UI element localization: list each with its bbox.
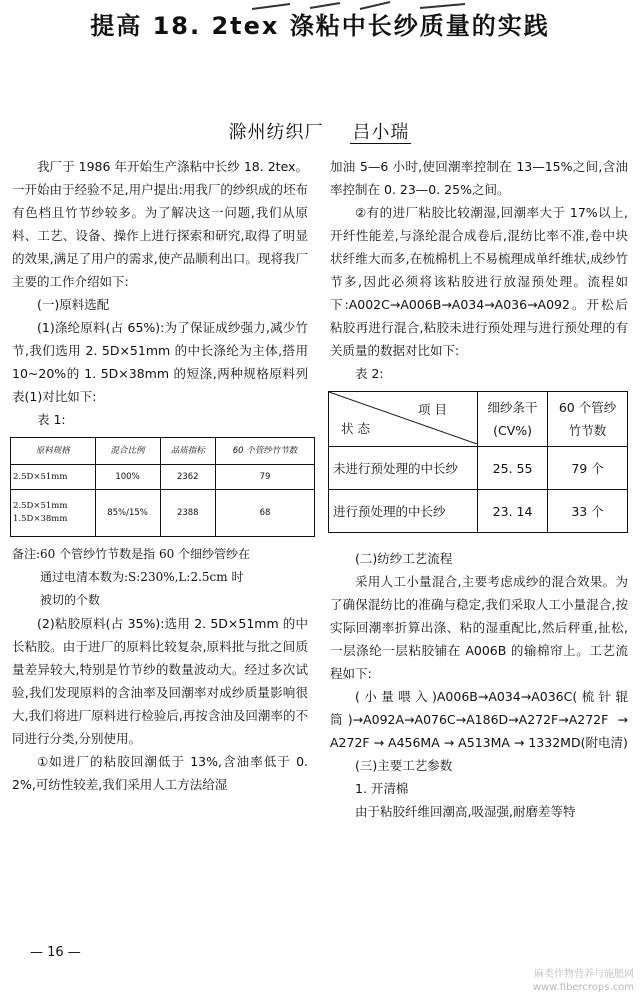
byline-org: 滁州纺织厂	[228, 122, 324, 143]
table-1	[10, 437, 315, 537]
table2-cell-cv: 25. 55	[478, 447, 548, 490]
table1-cell-slubs: 68	[216, 490, 315, 537]
watermark	[533, 968, 634, 994]
table-row	[11, 465, 315, 490]
header-line: (CV%)	[493, 423, 533, 438]
watermark-cn: 麻类作物营养与施肥网	[534, 969, 634, 980]
continued-paragraph: 加油 5—6 小时,使回潮率控制在 13—15%之间,含油率控制在 0. 23—0. 25%之间。	[330, 159, 628, 197]
left-column	[12, 155, 308, 796]
table-row	[11, 490, 315, 537]
table1-header-spec: 原料规格	[11, 438, 96, 465]
table1-cell-spec: 2.5D×51mm	[11, 465, 96, 490]
table2-header-item: 项 目	[418, 402, 447, 417]
header-line: 60 个管纱	[558, 400, 617, 415]
table1-header-ratio: 混合比例	[95, 438, 160, 465]
intro-paragraph: 我厂于 1986 年开始生产涤粘中长纱 18. 2tex。一开始由于经验不足,用户提出:用我厂的纱织成的坯布有色档且竹节纱较多。为了解决这一问题,我们从原料、工艺、设备、操作上进行探索和研究,取得了明显的效果,满足了用户的需求,使产品顺利出口。现将我厂主要的工作介绍如下:	[12, 159, 308, 289]
table1-cell-ratio: 100%	[95, 465, 160, 490]
watermark-url: www.fibercrops.com	[532, 982, 634, 993]
table2-header-slubs	[548, 392, 628, 447]
table2-header-state: 状 态	[341, 421, 370, 436]
page-number: — 16 —	[30, 945, 81, 960]
item1-paragraph: ①如进厂的粘胶回潮低于 13%,含油率低于 0. 2%,可纺性较差,我们采用人工方法给湿	[12, 754, 308, 792]
table2-cell-cv: 23. 14	[478, 490, 548, 533]
note-line: 通过电清本数为:S:230%,L:2.5cm 时	[40, 570, 244, 584]
table1-spec-b: 1.5D×38mm	[13, 514, 68, 524]
table1-cell-slubs: 79	[216, 465, 315, 490]
table2-cell-slubs: 79 个	[548, 447, 628, 490]
table1-cell-spec	[11, 490, 96, 537]
table1-cell-quality: 2388	[160, 490, 216, 537]
subsection-opening: 1. 开清棉	[355, 781, 409, 796]
item2-paragraph: ②有的进厂粘胶比较潮湿,回潮率大于 17%以上,开纤性能差,与涤纶混合成卷后,混纺比率不准,卷中块状纤维大而多,在梳棉机上不易梳理成单纤维状,成纱竹节多,因此必须将该粘胶进行放湿预处理。流程如下:A002C→A006B→A034→A036→A092。开松后粘胶再进行混合,粘胶未进行预处理与进行预处理的有关质量的数据对比如下:	[330, 205, 628, 358]
note-line: 备注:60 个管纱竹节数是指 60 个细纱管纱在	[12, 547, 251, 561]
table2-diagonal-header	[329, 392, 478, 447]
table1-note	[12, 543, 308, 612]
table1-cell-ratio: 85%/15%	[95, 490, 160, 537]
table-2	[328, 391, 628, 533]
table1-header-slubs: 60 个管纱竹节数	[216, 438, 315, 465]
table1-label: 表 1:	[37, 412, 66, 427]
note-line: 被切的个数	[40, 593, 101, 607]
table2-cell-label: 进行预处理的中长纱	[329, 490, 478, 533]
table2-cell-slubs: 33 个	[548, 490, 628, 533]
table1-header-quality: 品质指标	[160, 438, 216, 465]
table-row	[329, 490, 628, 533]
header-line: 竹节数	[568, 423, 607, 438]
section-heading-process: (二)纺纱工艺流程	[355, 551, 453, 566]
section-heading-params: (三)主要工艺参数	[355, 758, 453, 773]
viscose-paragraph: (2)粘胶原料(占 35%):选用 2. 5D×51mm 的中长粘胶。由于进厂的原料比较复杂,原料批与批之间质量差异较大,特别是竹节纱的数量波动大。经过多次试验,我们发现原料的含油率及回潮率对成纱质量影响很大,我们将进厂原料进行检验后,再按含油及回潮率的不同进行分类,分别使用。	[12, 616, 308, 746]
byline	[0, 118, 640, 144]
table1-cell-quality: 2362	[160, 465, 216, 490]
section-heading-materials: (一)原料选配	[37, 297, 110, 312]
header-line: 细纱条干	[487, 400, 538, 415]
page-title: 提高 18. 2tex 涤粘中长纱质量的实践	[90, 12, 550, 40]
process-paragraph: 采用人工小量混合,主要考虑成纱的混合效果。为了确保混纺比的准确与稳定,我们采取人工小量混合,按实际回潮率折算出涤、粘的湿重配比,然后秤重,扯松,一层涤纶一层粘胶铺在 A006B 的输棉帘上。工艺流程如下:	[330, 574, 628, 681]
table-row	[329, 447, 628, 490]
table2-label: 表 2:	[355, 366, 384, 381]
table2-header-cv	[478, 392, 548, 447]
last-paragraph: 由于粘胶纤维回潮高,吸湿强,耐磨差等特	[355, 804, 576, 819]
table2-cell-label: 未进行预处理的中长纱	[329, 447, 478, 490]
polyester-paragraph: (1)涤纶原料(占 65%):为了保证成纱强力,减少竹节,我们选用 2. 5D×51mm 的中长涤纶为主体,搭用 10~20%的 1. 5D×38mm 的短涤,两种规格原料列表(1)对比如下:	[12, 320, 308, 404]
flow-paragraph: (小量喂入)A006B→A034→A036C(梳针辊筒)→A092A→A076C→A186D→A272F→A272F → A272F → A456MA → A513MA → 1332MD(附电清)	[330, 689, 628, 750]
right-column	[330, 155, 628, 823]
byline-author: 吕小瑞	[352, 122, 410, 143]
table1-spec-a: 2.5D×51mm	[13, 501, 68, 511]
